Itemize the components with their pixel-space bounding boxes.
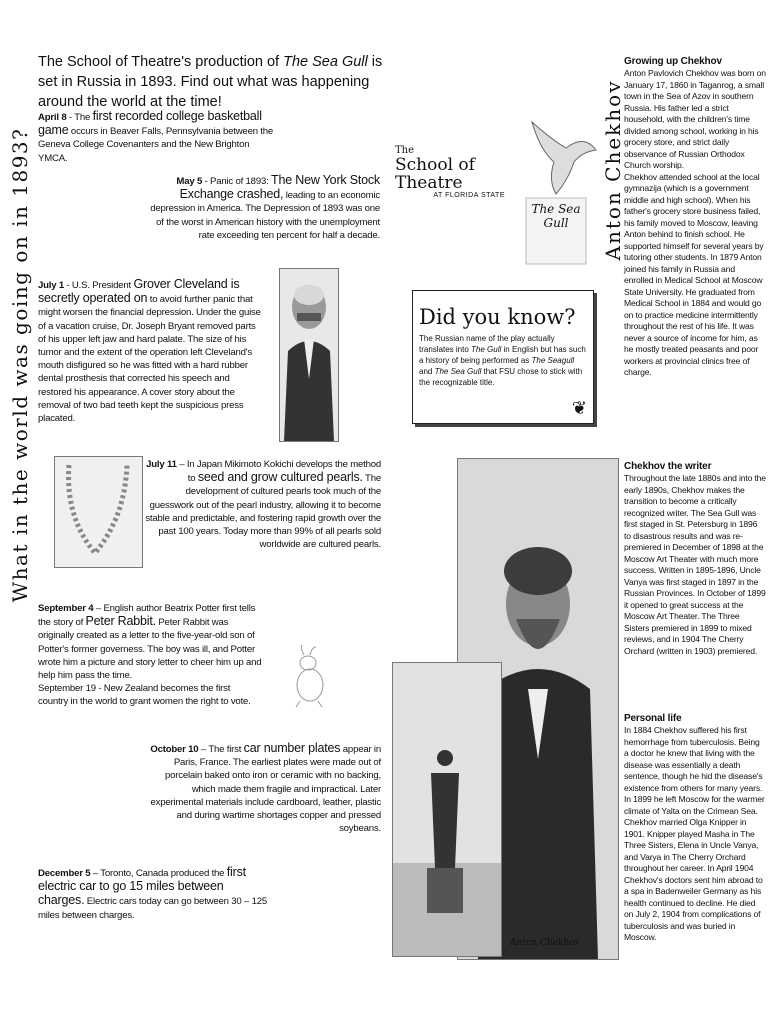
event-lead: – Toronto, Canada produced the: [90, 868, 227, 879]
event-lead: - The: [66, 112, 93, 123]
event-headline: first electric car to go 15 miles between charges.: [38, 865, 246, 908]
event-lead: – English author Beatrix Potter first tells the story of: [38, 603, 256, 629]
dyk-mid: in English but has such a history of being performed as: [419, 345, 586, 365]
event-text: occurs in Beaver Falls, Pennsylvania between the Geneva College Covenanters and the New Brighton YMCA.: [38, 126, 274, 164]
event-text: The development of cultured pearls took much of the guesswork out of the pearl industry, allowing it to become stable and predictable, and fostering rapid growth over the past 100 years. Today more than 99% of all pearls sold worldwide are cultured pearls.: [145, 473, 381, 551]
event-september-4: [38, 602, 262, 709]
event-headline: seed and grow cultured pearls.: [197, 470, 363, 485]
side-title-text: What in the world was going on in 1893?: [8, 127, 32, 603]
event-lead: – In Japan Mikimoto Kokichi develops the method to: [176, 459, 381, 485]
dyk-alt2: The Sea Gull: [434, 367, 482, 376]
flourish-icon: ❦: [571, 398, 587, 418]
growing-up-p2: Chekhov attended school at the local gymnazija (which is a government middle and high school). When his father's grocery store business failed, his family moved to Moscow, leaving Anton behind to finish school. He supported himself for several years by tutoring other students. In 1879 Anton joined his family in Russia and enrolled in Medical School at Moscow State University. He graduated from Medical School in 1884 and would go on to practice medicine intermittently throughout the rest of his life. It was never a source of income for him, as he mostly treated peasants and poor workers at provincial clinics free of charge.: [624, 171, 764, 377]
personal-text: In 1884 Chekhov suffered his first hemorrhage from tuberculosis. Being a doctor he knew that living with the disease was essentially a death sentence, though he hid the disease's existence from others for many years. In 1899 he left Moscow for the warmer climate of Yalta on the Crimean Sea. Chekhov married Olga Knipper in 1901. Knipper played Masha in The Three Sisters, Elena in Uncle Vanya, and Varya in The Cherry Orchard throughout her career. In April 1904 Chekhov's doctors sent him abroad to a spa in Badenweiler Germany as his health continued to decline. He died on July 2, 1904 from complications of tuberculosis and was buried in Moscow.: [624, 725, 765, 942]
event-headline: The New York Stock Exchange crashed,: [179, 173, 380, 202]
pearl-necklace-photo: [54, 456, 143, 568]
logo-line2: School of Theatre: [395, 155, 475, 193]
anton-title-text: Anton Chekhov: [601, 79, 625, 261]
event-date: December 5: [38, 868, 91, 879]
event-date: May 5: [176, 176, 203, 187]
event-date: July 11: [146, 459, 177, 470]
did-you-know-box: [412, 290, 594, 424]
writer-heading: Chekhov the writer: [624, 461, 712, 472]
intro-paragraph: [38, 52, 388, 112]
intro-post: is set in Russia in 1893. Find out what was happening around the world at the time!: [38, 54, 383, 110]
event-december-5: [38, 866, 270, 922]
growing-up-heading: Growing up Chekhov: [624, 56, 722, 67]
event-date: April 8: [38, 112, 67, 123]
event-text: to avoid further panic that might worsen the financial depression. Under the guise of a vacation cruise, Dr. Joseph Bryant removed parts of his upper left jaw and hard palate. The size of his tumor and the extent of the operation left Cleveland's mouth disfigured so he was fitted with a hard rubber dental prosthesis that corrected his speech and restored his appearance. A cover story about the removal of two bad teeth kept the suspicious press placated.: [38, 294, 261, 425]
grover-cleveland-photo: [279, 268, 339, 442]
event-headline: Grover Cleveland is secretly operated on: [38, 277, 240, 306]
event-july-11: [145, 458, 381, 551]
event-text: Electric cars today can go between 30 – 125 miles between charges.: [38, 896, 268, 921]
event-headline: car number plates: [243, 741, 341, 755]
did-you-know-heading: Did you know?: [419, 305, 576, 329]
dyk-and: and: [419, 367, 435, 376]
event-date: July 1: [38, 280, 64, 291]
sea-gull-poster: [508, 110, 598, 268]
event-text: appear in Paris, France. The earliest plates were made out of porcelain baked onto iron or ceramic with no backing, which made them fragile and impractical. Later experimental materials include cardboard, leather, plastic and during wartime shortages copper and pressed soybeans.: [150, 744, 381, 835]
event-july-1: [38, 278, 264, 425]
dyk-alt1: The Seagull: [531, 356, 575, 365]
event-date: September 4: [38, 603, 94, 614]
peter-rabbit-sketch: [286, 645, 332, 709]
dyk-post: that FSU chose to stick with the recognizable title.: [419, 367, 583, 387]
personal-life-section: [624, 713, 766, 944]
personal-heading: Personal life: [624, 713, 682, 724]
event-lead: – The first: [198, 744, 244, 755]
writer-text: Throughout the late 1880s and into the early 1890s, Chekhov makes the transition to become a critically recognized writer. The Sea Gull was first staged in St. Petersburg in 1896 to disastrous results and was re-premiered in December of 1898 at the Moscow Art Theater with much more success. Written in 1895-1896, Uncle Vanya was first staged in 1897 in the Russian Provinces. In October of 1899 it opened to great success at the Moscow Art Theater. The Three Sisters premiered in 1899 to mixed reviews, and in 1904 The Cherry Orchard (written in 1903) premiered.: [624, 473, 766, 656]
growing-up-p1: Anton Pavlovich Chekhov was born on January 17, 1860 in Taganrog, a small town in the Sea of Azov in southern Russia. His father led a strict household, with the children's time divided among school, working in his grocery store, and strict daily observance of Russian Orthodox Church worship.: [624, 68, 766, 170]
logo-line1: The: [395, 145, 415, 156]
event-headline: Peter Rabbit.: [85, 614, 156, 629]
intro-play: The Sea Gull: [283, 54, 368, 70]
event-april-8: [38, 110, 278, 165]
event-lead: - Panic of 1893:: [202, 176, 272, 187]
event-text: Peter Rabbit was originally created as a letter to the five-year-old son of Potter's former governess. The boy was ill, and Potter wrote him a picture and story letter to cheer him up and help him pass the time.: [38, 617, 262, 682]
event-text: - New Zealand becomes the first country in the world to grant women the right to vote.: [38, 683, 251, 708]
event-text: leading to an economic depression in America. The Depression of 1893 was one of the worst in American history with the unemployment rate exceeding ten percent for half a decade.: [150, 190, 380, 241]
photo-caption: Anton Chekhov: [510, 938, 580, 948]
chekhov-statue-photo: [392, 662, 502, 957]
event-october-10: [140, 742, 381, 835]
dyk-pre: The Russian name of the play actually translates into: [419, 334, 555, 354]
event-date: October 10: [150, 744, 199, 755]
event-lead: - U.S. President: [64, 280, 134, 291]
side-title: [0, 45, 42, 685]
did-you-know-text: [419, 333, 587, 388]
growing-up-section: [624, 56, 766, 379]
poster-title: The Sea Gull: [531, 202, 581, 230]
seagull-icon: [508, 110, 598, 268]
dyk-gull: The Gull: [471, 345, 502, 354]
event-date: September 19: [38, 683, 96, 695]
logo-line3: AT FLORIDA STATE: [433, 192, 505, 199]
intro-pre: The School of Theatre's production of: [38, 54, 284, 70]
writer-section: [624, 461, 766, 657]
event-headline: first recorded college basketball game: [38, 109, 262, 138]
school-of-theatre-logo: [395, 145, 505, 199]
event-may-5: [145, 174, 380, 242]
